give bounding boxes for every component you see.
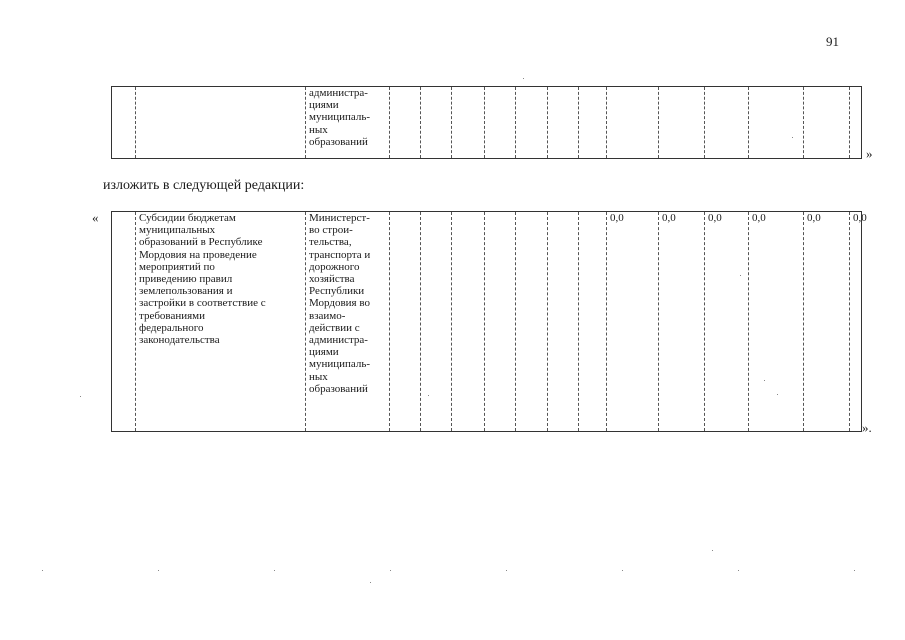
code-cell (548, 87, 579, 159)
responsible-line: администра- (309, 87, 368, 99)
responsible-line: Министерст- (309, 212, 370, 224)
opening-quote: « (92, 210, 99, 225)
value-text: 0,0 (752, 212, 766, 224)
table-top (111, 86, 862, 159)
scan-speck (274, 570, 275, 571)
scan-speck (792, 137, 793, 138)
name-line: федерального (139, 321, 204, 334)
value-text: 0,0 (610, 212, 624, 224)
scan-speck (738, 570, 739, 571)
name-cell (136, 87, 306, 159)
responsible-line: действии с (309, 321, 360, 334)
page-number: 91 (826, 34, 839, 49)
responsible-cell (306, 87, 390, 159)
responsible-line: образований (309, 135, 368, 148)
value-text: 0,0 (807, 212, 821, 224)
value-cell (749, 87, 804, 159)
value-cell (705, 212, 749, 432)
value-cell (804, 212, 850, 432)
scan-speck (777, 394, 778, 395)
scan-speck (80, 396, 81, 397)
responsible-line: взаимо- (309, 309, 346, 322)
value-text: 0,0 (708, 212, 722, 224)
scan-speck (740, 275, 741, 276)
code-cell (579, 87, 607, 159)
responsible-line: образований (309, 382, 368, 395)
responsible-line: муниципаль- (309, 111, 371, 124)
code-cell (452, 87, 485, 159)
value-cell (804, 87, 850, 159)
value-cell (607, 87, 659, 159)
value-cell (749, 212, 804, 432)
value-cell (850, 212, 867, 432)
responsible-line: циями (309, 346, 339, 359)
name-line: землепользования и (139, 285, 233, 298)
responsible-line: дорожного (309, 260, 360, 273)
responsible-line: хозяйства (309, 273, 355, 286)
code-cell (421, 87, 452, 159)
name-line: Субсидии бюджетам (139, 212, 236, 224)
name-line: образований в Республике (139, 236, 263, 249)
value-cell (659, 87, 705, 159)
name-line: законодательства (139, 334, 220, 347)
value-cell (607, 212, 659, 432)
responsible-line: Республики (309, 285, 365, 298)
scan-speck (622, 570, 623, 571)
code-cell (452, 212, 485, 432)
responsible-line: ных (309, 123, 328, 136)
responsible-line: тельства, (309, 236, 352, 249)
code-cell (516, 212, 548, 432)
responsible-line: во строи- (309, 224, 353, 237)
value-cell (659, 212, 705, 432)
scan-speck (158, 570, 159, 571)
closing-quote-bottom: ». (862, 420, 872, 435)
code-cell (390, 87, 421, 159)
scan-speck (506, 570, 507, 571)
row-number-cell (112, 87, 136, 159)
responsible-line: Мордовия во (309, 297, 370, 310)
name-line: муниципальных (139, 224, 216, 237)
value-text: 0,0 (662, 212, 676, 224)
scan-speck (523, 78, 524, 79)
code-cell (485, 212, 516, 432)
name-line: Мордовия на проведение (139, 248, 257, 261)
scan-speck (42, 570, 43, 571)
scan-speck (428, 395, 429, 396)
name-line: приведению правил (139, 273, 233, 286)
code-cell (421, 212, 452, 432)
scan-speck (390, 570, 391, 571)
code-cell (516, 87, 548, 159)
value-text: 0,0 (853, 212, 867, 224)
responsible-line: ных (309, 370, 328, 383)
scan-speck (854, 570, 855, 571)
responsible-cell (306, 212, 390, 432)
responsible-line: циями (309, 99, 339, 112)
code-cell (548, 212, 579, 432)
table-bottom (111, 211, 867, 432)
scan-speck (712, 550, 713, 551)
code-cell (485, 87, 516, 159)
name-line: застройки в соответствие с (139, 297, 266, 310)
closing-quote-top: » (866, 146, 873, 161)
value-cell (850, 87, 862, 159)
responsible-line: транспорта и (309, 248, 371, 261)
code-cell (390, 212, 421, 432)
responsible-line: муниципаль- (309, 358, 371, 371)
name-cell (136, 212, 306, 432)
name-line: мероприятий по (139, 260, 215, 273)
intro-text: изложить в следующей редакции: (103, 178, 305, 193)
scan-speck (764, 380, 765, 381)
code-cell (579, 212, 607, 432)
name-line: требованиями (139, 309, 206, 322)
scan-speck (370, 582, 371, 583)
responsible-line: администра- (309, 334, 368, 347)
value-cell (705, 87, 749, 159)
row-number-cell (112, 212, 136, 432)
